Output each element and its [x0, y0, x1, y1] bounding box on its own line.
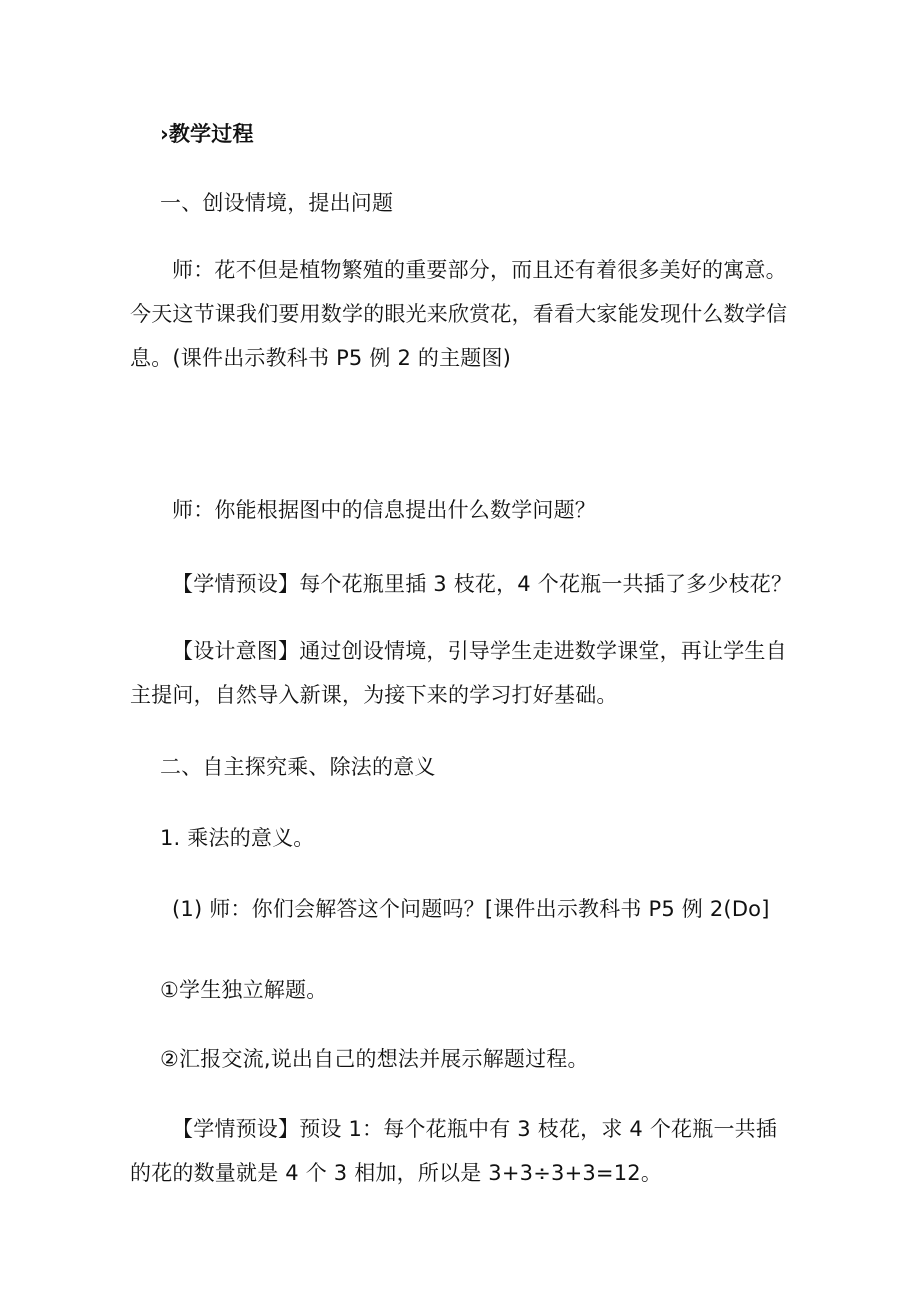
paragraph-design-intent: 【设计意图】通过创设情境，引导学生走进数学课堂，再让学生自主提问，自然导入新课，为接下来的学习打好基础。: [130, 639, 787, 707]
paragraph-teacher-intro: 师：花不但是植物繁殖的重要部分，而且还有着很多美好的寓意。今天这节课我们要用数学的眼光来欣赏花，看看大家能发现什么数学信息。(课件出示教科书 P5 例 2 的主题图): [130, 258, 788, 370]
paragraph-teacher-question: 师：你能根据图中的信息提出什么数学问题？: [172, 498, 596, 522]
paragraph-preset-1: 【学情预设】每个花瓶里插 3 枝花，4 个花瓶一共插了多少枝花？: [172, 572, 793, 596]
paragraph-step-report: ②汇报交流,说出自己的想法并展示解题过程。: [160, 1047, 589, 1071]
paragraph-step-1: (1) 师：你们会解答这个问题吗？[课件出示教科书 P5 例 2(Do]: [172, 897, 770, 921]
paragraph-preset-2: 【学情预设】预设 1：每个花瓶中有 3 枝花，求 4 个花瓶一共插的花的数量就是 4 个 3 相加，所以是 3+3÷3+3=12。: [130, 1117, 778, 1185]
paragraph-step-solve: ①学生独立解题。: [160, 978, 328, 1002]
section-title: ›教学过程: [160, 122, 254, 146]
heading-1: 一、创设情境，提出问题: [160, 191, 394, 215]
heading-2: 二、自主探究乘、除法的意义: [160, 755, 436, 779]
subheading-multiplication: 1. 乘法的意义。: [160, 826, 315, 850]
